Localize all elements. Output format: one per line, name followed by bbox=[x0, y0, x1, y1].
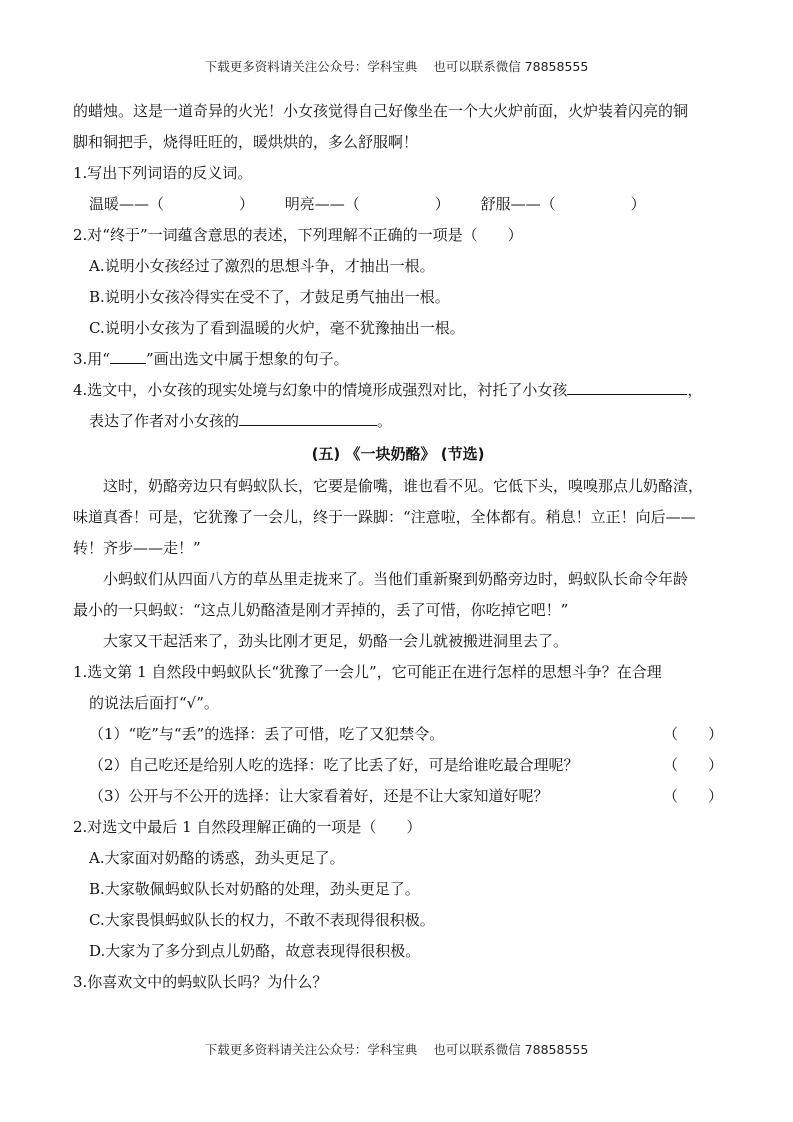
check-option-text: （2）自己吃还是给别人吃的选择：吃了比丢了好，可是给谁吃最合理呢？ bbox=[89, 756, 579, 774]
question-1: 1.选文第 1 自然段中蚂蚁队长“犹豫了一会儿”，它可能正在进行怎样的思想斗争？在合理 bbox=[73, 663, 662, 681]
question-4-mid: ， bbox=[687, 381, 703, 399]
question-4-line2-pre: 表达了作者对小女孩的 bbox=[89, 412, 240, 430]
check-option bbox=[73, 750, 723, 781]
option-b: B.说明小女孩冷得实在受不了，才鼓足勇气抽出一根。 bbox=[89, 288, 450, 306]
passage-line: 脚和铜把手，烧得旺旺的，暖烘烘的，多么舒服啊！ bbox=[73, 133, 419, 151]
underline-sample bbox=[110, 351, 146, 364]
document-body bbox=[73, 96, 723, 998]
answer-paren[interactable]: （ ） bbox=[662, 787, 723, 805]
question-1: 1.写出下列词语的反义词。 bbox=[73, 164, 253, 182]
passage-line: 小蚂蚁们从四面八方的草丛里走拢来了。当他们重新聚到奶酪旁边时，蚂蚁队长命令年龄 bbox=[103, 570, 689, 588]
question-3-pre: 3.用“ bbox=[73, 350, 110, 368]
passage-line: 味道真香！可是，它犹豫了一会儿，终于一跺脚：“注意啦，全体都有。稍息！立正！向后—— bbox=[73, 508, 696, 526]
header-contact-text: 也可以联系微信 78858555 bbox=[433, 59, 589, 74]
option-a: A.大家面对奶酪的诱惑，劲头更足了。 bbox=[89, 849, 345, 867]
question-4-line2 bbox=[73, 406, 723, 437]
antonym-row bbox=[73, 189, 723, 220]
check-option-text: （1）“吃”与“丢”的选择：丢了可惜，吃了又犯禁令。 bbox=[89, 725, 445, 743]
question-4-line2-post: 。 bbox=[377, 412, 393, 430]
passage-line: 的蜡烛。这是一道奇异的火光！小女孩觉得自己好像坐在一个大火炉前面，火炉装着闪亮的铜 bbox=[73, 102, 689, 120]
passage-line: 大家又干起活来了，劲头比刚才更足，奶酪一会儿就被搬进洞里去了。 bbox=[103, 632, 569, 650]
page-footer bbox=[0, 1040, 793, 1058]
option-c: C.大家畏惧蚂蚁队长的权力，不敢不表现得很积极。 bbox=[89, 911, 435, 929]
section-title: (五) 《一块奶酪》 (节选) bbox=[311, 445, 485, 463]
antonym-item: 舒服——（ ） bbox=[480, 195, 646, 213]
check-option bbox=[73, 719, 723, 750]
option-b: B.大家敬佩蚂蚁队长对奶酪的处理，劲头更足了。 bbox=[89, 880, 420, 898]
antonym-item: 温暖——（ ） bbox=[89, 195, 255, 213]
question-3 bbox=[73, 344, 723, 375]
footer-contact-text: 也可以联系微信 78858555 bbox=[433, 1042, 589, 1057]
check-option bbox=[73, 781, 723, 812]
answer-paren[interactable]: （ ） bbox=[662, 756, 723, 774]
option-a: A.说明小女孩经过了激烈的思想斗争，才抽出一根。 bbox=[89, 257, 435, 275]
footer-promo-text: 下载更多资料请关注公众号：学科宝典 bbox=[204, 1042, 418, 1057]
passage-line: 这时，奶酪旁边只有蚂蚁队长，它要是偷嘴，谁也看不见。它低下头，嗅嗅那点儿奶酪渣， bbox=[103, 477, 704, 495]
option-c: C.说明小女孩为了看到温暖的火炉，毫不犹豫抽出一根。 bbox=[89, 319, 465, 337]
page-header bbox=[0, 57, 793, 75]
answer-blank[interactable] bbox=[239, 411, 377, 426]
header-promo-text: 下载更多资料请关注公众号：学科宝典 bbox=[204, 59, 418, 74]
question-4 bbox=[73, 375, 723, 406]
answer-paren[interactable]: （ ） bbox=[662, 725, 723, 743]
question-3: 3.你喜欢文中的蚂蚁队长吗？为什么？ bbox=[73, 973, 328, 991]
question-2: 2.对“终于”一词蕴含意思的表述，下列理解不正确的一项是（ ） bbox=[73, 226, 523, 244]
question-1-cont: 的说法后面打“√”。 bbox=[89, 694, 219, 712]
question-3-post: ”画出选文中属于想象的句子。 bbox=[145, 350, 349, 368]
passage-line: 最小的一只蚂蚁：“这点儿奶酪渣是刚才弄掉的，丢了可惜，你吃掉它吧！” bbox=[73, 601, 569, 619]
passage-line: 转！齐步——走！” bbox=[73, 539, 201, 557]
check-option-text: （3）公开与不公开的选择：让大家看着好，还是不让大家知道好呢？ bbox=[89, 787, 549, 805]
antonym-item: 明亮——（ ） bbox=[284, 195, 450, 213]
question-4-pre: 4.选文中，小女孩的现实处境与幻象中的情境形成强烈对比，衬托了小女孩 bbox=[73, 381, 568, 399]
option-d: D.大家为了多分到点儿奶酪，故意表现得很积极。 bbox=[89, 942, 421, 960]
answer-blank[interactable] bbox=[567, 380, 687, 395]
question-2: 2.对选文中最后 1 自然段理解正确的一项是（ ） bbox=[73, 818, 422, 836]
